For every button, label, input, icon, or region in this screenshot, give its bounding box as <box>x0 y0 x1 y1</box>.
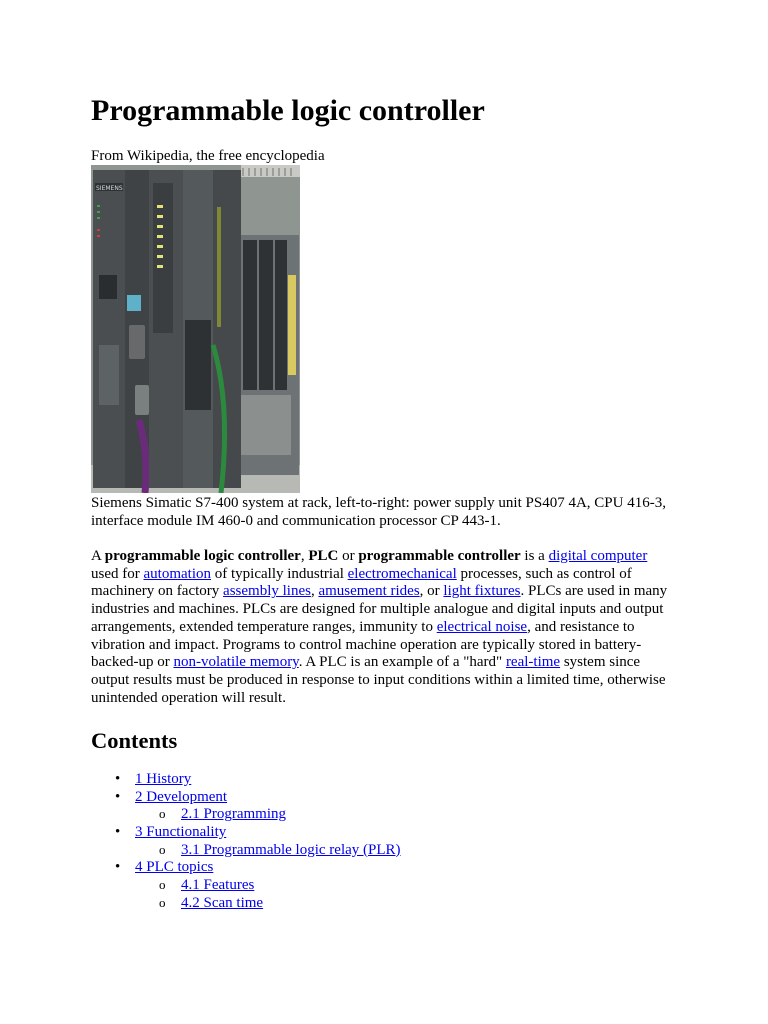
intro-text: is a <box>520 548 549 564</box>
article-title: Programmable logic controller <box>91 94 485 127</box>
toc-link-plr[interactable]: 3.1 Programmable logic relay (PLR) <box>181 841 401 858</box>
intro-text: used for <box>91 565 144 582</box>
link-amusement-rides[interactable]: amusement rides <box>318 583 420 600</box>
intro-paragraph <box>91 548 671 707</box>
intro-text: . A PLC is an example of a "hard" <box>298 654 506 671</box>
intro-text: , <box>300 548 309 564</box>
toc-item-programming <box>91 806 691 824</box>
bullet-icon: • <box>115 859 121 876</box>
link-light-fixtures[interactable]: light fixtures <box>443 583 521 600</box>
toc-link-functionality[interactable]: 3 Functionality <box>135 824 227 841</box>
intro-text: processes, such as control of machinery on factory <box>91 565 632 600</box>
intro-bold-term: PLC <box>308 548 339 564</box>
table-of-contents <box>91 771 691 913</box>
article-subtitle: From Wikipedia, the free encyclopedia <box>91 148 325 164</box>
intro-text: of typically industrial <box>211 565 348 582</box>
toc-item-plr <box>91 842 691 860</box>
intro-bold-term: programmable logic controller <box>104 548 301 564</box>
contents-heading: Contents <box>91 728 178 753</box>
toc-link-features[interactable]: 4.1 Features <box>181 877 255 894</box>
link-electrical-noise[interactable]: electrical noise <box>436 618 528 635</box>
link-real-time[interactable]: real-time <box>505 654 561 671</box>
toc-item-features <box>91 877 691 895</box>
intro-text: system since output results must be produced in response to input conditions within a limited time, otherwise unintended operation will result. <box>91 654 666 706</box>
intro-text: or <box>338 548 359 564</box>
bullet-icon: • <box>115 771 121 787</box>
toc-item-history <box>91 771 691 789</box>
link-assembly-lines[interactable]: assembly lines <box>223 583 311 600</box>
toc-link-history[interactable]: 1 History <box>135 771 192 787</box>
circle-bullet-icon: o <box>159 806 166 822</box>
plc-rack-photo <box>91 165 300 493</box>
intro-text: , or <box>419 583 444 600</box>
intro-text: A <box>91 548 105 564</box>
toc-link-plc-topics[interactable]: 4 PLC topics <box>135 859 214 876</box>
intro-text: , <box>310 583 319 600</box>
toc-link-programming[interactable]: 2.1 Programming <box>181 806 286 823</box>
toc-link-scan-time[interactable]: 4.2 Scan time <box>181 894 264 911</box>
intro-text: . PLCs are used in many industries and machines. PLCs are designed for multiple analogue and digital inputs and output arrangements, extended temperature ranges, immunity to <box>91 583 668 635</box>
toc-item-development <box>91 789 691 807</box>
link-automation[interactable]: automation <box>143 565 211 582</box>
toc-item-functionality <box>91 824 691 842</box>
circle-bullet-icon: o <box>159 841 166 857</box>
bullet-icon: • <box>115 824 121 841</box>
link-non-volatile-memory[interactable]: non-volatile memory <box>173 654 299 671</box>
toc-item-plc-topics <box>91 859 691 877</box>
link-electromechanical[interactable]: electromechanical <box>347 565 457 582</box>
toc-link-development[interactable]: 2 Development <box>135 788 228 805</box>
link-digital-computer[interactable]: digital computer <box>548 548 648 564</box>
toc-item-scan-time <box>91 895 691 913</box>
image-caption: Siemens Simatic S7-400 system at rack, left-to-right: power supply unit PS407 4A, CPU 416-3, interface module IM 460-0 and communication processor CP 443-1. <box>91 495 666 529</box>
siemens-logo-text: SIEMENS <box>96 185 123 192</box>
intro-bold-term: programmable controller <box>358 548 521 564</box>
circle-bullet-icon: o <box>159 894 166 910</box>
circle-bullet-icon: o <box>159 877 166 893</box>
bullet-icon: • <box>115 788 121 805</box>
intro-text: , and resistance to vibration and impact. Programs to control machine operation are typically stored in battery-backed-up or <box>91 618 642 671</box>
